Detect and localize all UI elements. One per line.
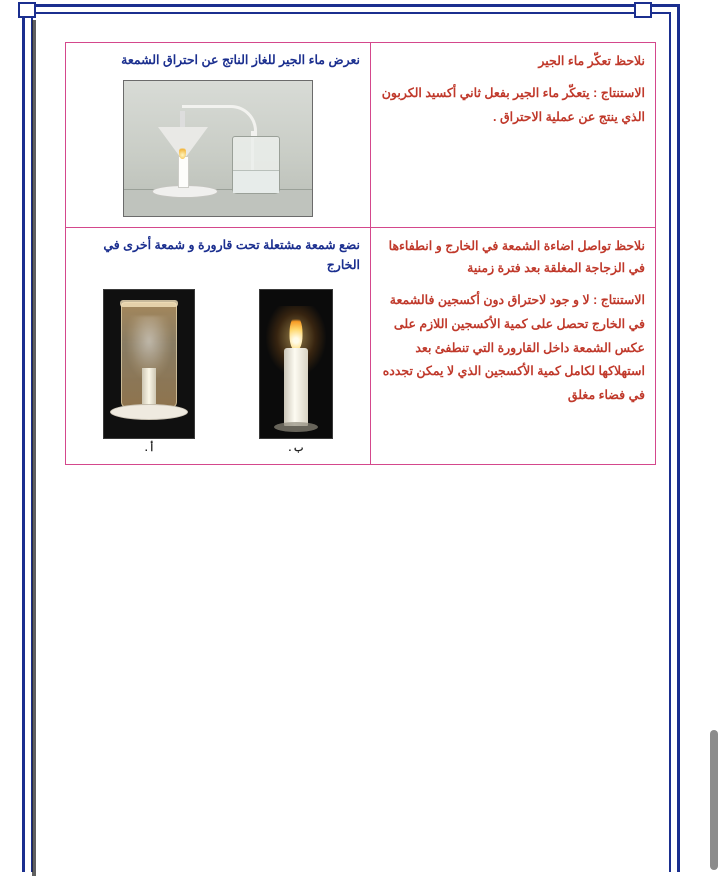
conclusion-text-row2: الاستنتاج : لا و جود لاحتراق دون أكسجين فالشمعة في الخارج تحصل على كمية الأكسجين اللازم على عكس الشمعة داخل القارورة التي تنطفئ بعد استهلاكها لكامل كمية الأكسجين الذي لا يمكن تجدده في فضاء مغلق	[382, 293, 645, 403]
figure-caption-b: ب .	[288, 443, 304, 455]
experiment-cell-row2	[66, 228, 371, 465]
candle-body	[284, 348, 308, 426]
candle-base	[274, 422, 318, 432]
figure-wrapper-row1	[76, 80, 360, 217]
candle-under-jar-figure	[103, 289, 195, 439]
limewater-jar	[232, 136, 280, 194]
observation-text-row2: نلاحظ تواصل اضاءة الشمعة في الخارج و انطفاءها في الزجاجة المغلقة بعد فترة زمنية	[388, 239, 645, 276]
candle-plate	[110, 404, 188, 420]
experiment-cell-row1	[66, 43, 371, 228]
flame-icon	[290, 316, 303, 350]
experiment-text-row1: نعرض ماء الجير للغاز الناتج عن احتراق الشمعة	[121, 53, 360, 67]
results-cell-row1	[371, 43, 656, 228]
experiments-table	[65, 42, 656, 465]
candle-body	[178, 156, 189, 188]
vertical-scrollbar-thumb[interactable]	[710, 730, 718, 870]
table-row	[66, 43, 656, 228]
page-gutter-bar	[32, 20, 36, 876]
candle-body	[142, 368, 156, 404]
figures-wrapper-row2	[76, 289, 360, 454]
candle-open-air-figure	[259, 289, 333, 439]
figure-candle-open-air	[259, 289, 333, 454]
results-cell-row2	[371, 228, 656, 465]
limewater-liquid	[233, 170, 279, 193]
figure-candle-under-jar	[103, 289, 195, 454]
jar-rim	[120, 300, 178, 307]
conclusion-text-row1: الاستنتاج : يتعكّر ماء الجير بفعل ثاني أكسيد الكربون الذي ينتج عن عملية الاحتراق .	[381, 85, 645, 124]
table-row	[66, 228, 656, 465]
limewater-apparatus-figure	[123, 80, 313, 217]
flame-icon	[179, 146, 186, 159]
bench-surface	[124, 189, 312, 216]
figure-caption-a: أ .	[144, 443, 154, 455]
observation-text-row1: نلاحظ تعكّر ماء الجير	[538, 54, 645, 68]
glass-tube	[182, 105, 257, 138]
experiment-text-row2: نضع شمعة مشتعلة تحت قارورة و شمعة أخرى في الخارج	[103, 238, 360, 272]
page-corner-tab-left	[18, 2, 36, 18]
page-corner-tab-right	[634, 2, 652, 18]
